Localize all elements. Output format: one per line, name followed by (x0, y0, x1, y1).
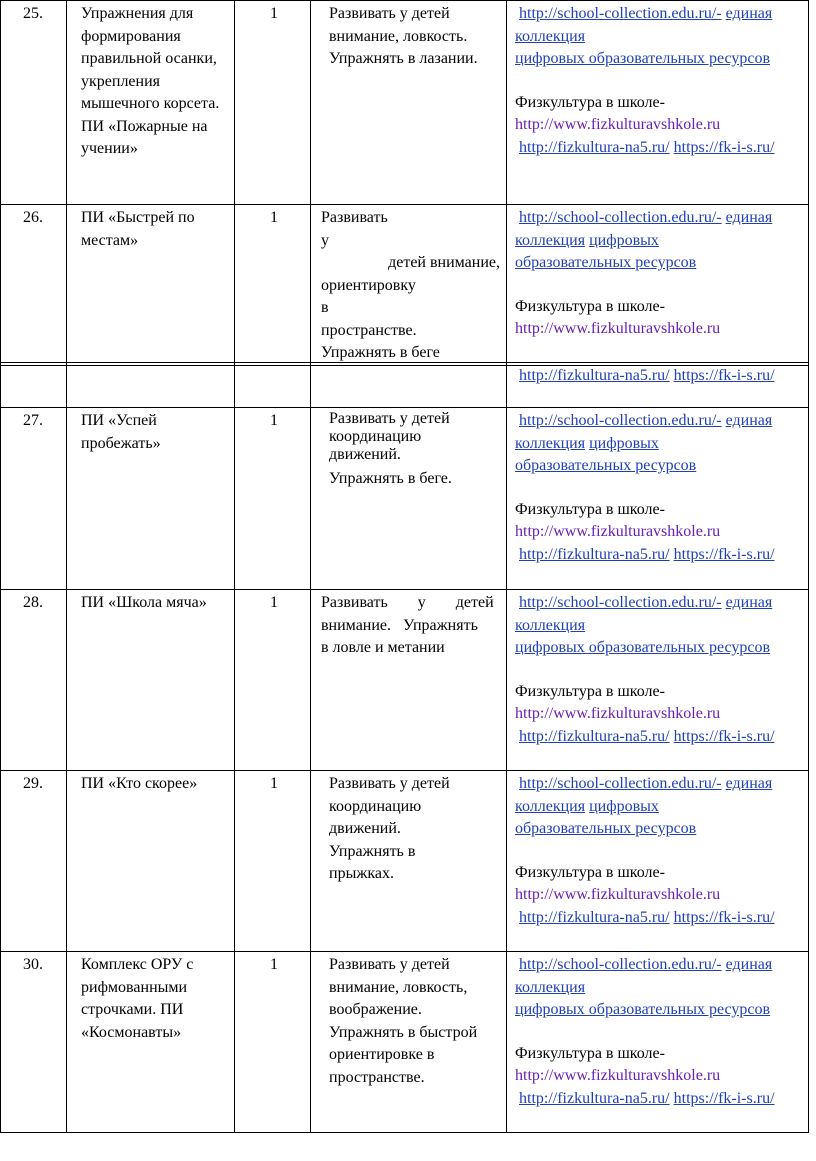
hours-count: 1 (235, 205, 311, 366)
row-number: 26. (1, 205, 67, 366)
collection-link[interactable]: цифровых образовательных ресурсов (515, 1001, 771, 1018)
activity-name: ПИ «Успей пробежать» (67, 408, 235, 590)
collection-link[interactable]: единая (725, 412, 773, 429)
collection-link[interactable]: коллекция (515, 434, 586, 452)
collection-link[interactable]: http://school-collection.edu.ru/- (519, 594, 722, 611)
fizkultura-link[interactable]: http://www.fizkulturavshkole.ru (515, 116, 721, 133)
goal-line: Развивать у детей (321, 594, 494, 611)
goal-line: внимание. Упражнять (321, 616, 478, 634)
fizkultura-label: Физкультура в школе- (515, 682, 665, 700)
table-row (1, 952, 809, 1133)
hours-count: 1 (235, 952, 311, 1133)
goal-line: Упражнять в быстрой (329, 1023, 478, 1041)
na5-link[interactable]: http://fizkultura-na5.ru/ (519, 545, 670, 563)
goal-line: Упражнять в лазании. (329, 50, 478, 67)
collection-link[interactable]: единая (725, 5, 773, 22)
fk-link[interactable]: https://fk-i-s.ru/ (673, 545, 775, 563)
collection-link[interactable]: цифровых образовательных ресурсов (515, 50, 771, 67)
goal-line: внимание, ловкость. (329, 27, 468, 45)
activity-goal (311, 771, 507, 952)
fizkultura-link[interactable]: http://www.fizkulturavshkole.ru (515, 705, 721, 722)
fk-link[interactable]: https://fk-i-s.ru/ (673, 908, 775, 926)
goal-line: детей внимание, (388, 254, 500, 271)
goal-line: координацию (329, 797, 422, 815)
goal-line: координацию (329, 428, 422, 445)
table-row (1, 408, 809, 590)
resources-cell (507, 771, 809, 952)
resources-cell (507, 590, 809, 771)
fk-link[interactable]: https://fk-i-s.ru/ (673, 1089, 775, 1107)
collection-link[interactable]: коллекция (515, 616, 586, 634)
collection-link[interactable]: единая (725, 594, 773, 611)
activity-name: ПИ «Школа мяча» (67, 590, 235, 771)
table-page-top (0, 0, 809, 366)
hours-count: 1 (235, 408, 311, 590)
row-number: 27. (1, 408, 67, 590)
collection-link[interactable]: http://school-collection.edu.ru/- (519, 956, 722, 973)
collection-link[interactable]: коллекция (515, 978, 586, 996)
goal-line: внимание, ловкость, (329, 978, 468, 996)
table-row (1, 1, 809, 205)
row-number: 25. (1, 1, 67, 205)
goal-line: Упражнять в (329, 842, 416, 860)
collection-link[interactable]: цифровых (589, 231, 659, 249)
goal-line: в ловле и метании (321, 639, 445, 656)
fizkultura-label: Физкультура в школе- (515, 863, 665, 881)
fizkultura-label: Физкультура в школе- (515, 1044, 665, 1062)
table-row (1, 590, 809, 771)
activity-name: Комплекс ОРУ с рифмованными строчками. ПИ «Космонавты» (67, 952, 235, 1133)
na5-link[interactable]: http://fizkultura-na5.ru/ (519, 908, 670, 926)
row-number: 28. (1, 590, 67, 771)
collection-link[interactable]: http://school-collection.edu.ru/- (519, 5, 722, 22)
table-row (1, 771, 809, 952)
collection-link[interactable]: единая (725, 209, 773, 226)
collection-link[interactable]: http://school-collection.edu.ru/- (519, 412, 722, 429)
activity-name: Упражнения для формирования правильной осанки, укрепления мышечного корсета. ПИ «Пожарные на учении» (67, 1, 235, 205)
fizkultura-label: Физкультура в школе- (515, 500, 665, 518)
fk-link[interactable]: https://fk-i-s.ru/ (673, 138, 775, 156)
goal-line: прыжках. (329, 865, 394, 882)
table-page-bottom (0, 362, 809, 1133)
goal-line: движений. (329, 446, 401, 463)
collection-link[interactable]: единая (725, 956, 773, 973)
fk-link[interactable]: https://fk-i-s.ru/ (673, 727, 775, 745)
activity-goal (311, 205, 507, 366)
hours-count: 1 (235, 1, 311, 205)
na5-link[interactable]: http://fizkultura-na5.ru/ (519, 1089, 670, 1107)
goal-line: Упражнять в беге (321, 344, 440, 361)
goal-line: воображение. (329, 1001, 422, 1018)
goal-line: Развивать у детей (329, 5, 450, 22)
activity-goal (311, 408, 507, 590)
row-number: 30. (1, 952, 67, 1133)
resources-cell (507, 205, 809, 366)
na5-link[interactable]: http://fizkultura-na5.ru/ (519, 727, 670, 745)
fizkultura-label: Физкультура в школе- (515, 297, 665, 315)
hours-count: 1 (235, 771, 311, 952)
collection-link[interactable]: образовательных ресурсов (515, 457, 697, 474)
goal-line: Развивать у (321, 209, 388, 249)
goal-line: Развивать у детей (329, 410, 450, 427)
row-number: 29. (1, 771, 67, 952)
collection-link[interactable]: цифровых образовательных ресурсов (515, 639, 771, 656)
collection-link[interactable]: образовательных ресурсов (515, 254, 697, 271)
table-row (1, 205, 809, 366)
fizkultura-link[interactable]: http://www.fizkulturavshkole.ru (515, 320, 721, 337)
hours-count: 1 (235, 590, 311, 771)
goal-line: Развивать у детей (329, 956, 450, 973)
fizkultura-link[interactable]: http://www.fizkulturavshkole.ru (515, 1067, 721, 1084)
goal-line: пространстве. (321, 321, 417, 339)
na5-link[interactable]: http://fizkultura-na5.ru/ (519, 367, 670, 384)
resources-cell (507, 952, 809, 1133)
goal-line: движений. (329, 820, 401, 837)
collection-link[interactable]: коллекция (515, 27, 586, 45)
resources-cell (507, 408, 809, 590)
activity-goal (311, 590, 507, 771)
fizkultura-link[interactable]: http://www.fizkulturavshkole.ru (515, 523, 721, 540)
fizkultura-label: Физкультура в школе- (515, 93, 665, 111)
resources-cell (507, 1, 809, 205)
collection-link[interactable]: единая (725, 775, 773, 792)
goal-line: Развивать у детей (329, 775, 450, 792)
goal-line: ориентировку в (321, 276, 416, 316)
collection-link[interactable]: http://school-collection.edu.ru/- (519, 209, 722, 226)
activity-name: ПИ «Кто скорее» (67, 771, 235, 952)
activity-name: ПИ «Быстрей по местам» (67, 205, 235, 366)
collection-link[interactable]: http://school-collection.edu.ru/- (519, 775, 722, 792)
goal-line: пространстве. (329, 1068, 425, 1086)
resources-cell (507, 363, 809, 408)
activity-goal (311, 1, 507, 205)
collection-link[interactable]: образовательных ресурсов (515, 820, 697, 837)
collection-link[interactable]: цифровых (589, 434, 659, 452)
collection-link[interactable]: коллекция (515, 797, 586, 815)
na5-link[interactable]: http://fizkultura-na5.ru/ (519, 138, 670, 156)
collection-link[interactable]: коллекция (515, 231, 586, 249)
fk-link[interactable]: https://fk-i-s.ru/ (673, 367, 775, 384)
goal-line: Упражнять в беге. (329, 470, 452, 487)
goal-line: ориентировке в (329, 1046, 435, 1063)
table-row (1, 363, 809, 408)
activity-goal (311, 952, 507, 1133)
fizkultura-link[interactable]: http://www.fizkulturavshkole.ru (515, 886, 721, 903)
collection-link[interactable]: цифровых (589, 797, 659, 815)
